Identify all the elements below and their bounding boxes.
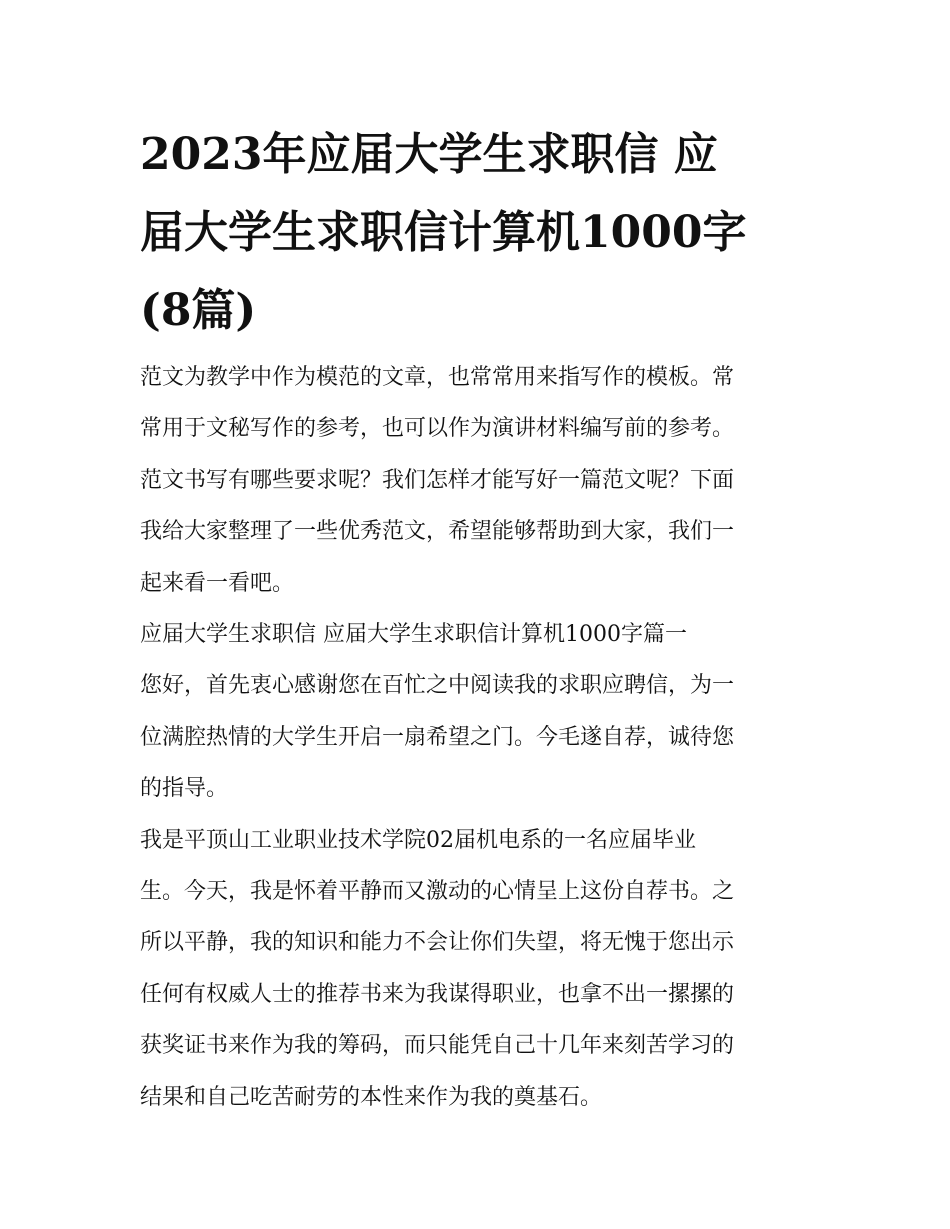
text-line: 位满腔热情的大学生开启一扇希望之门。今毛遂自荐，诚待您 [140,724,735,750]
text-line: 生。今天，我是怀着平静而又激动的心情呈上这份自荐书。之 [140,879,735,905]
intro-paragraph [140,352,815,609]
text-line: 的指导。 [140,776,229,802]
text-line: 常用于文秘写作的参考，也可以作为演讲材料编写前的参考。 [140,416,735,442]
self-introduction-paragraph [140,815,815,1123]
greeting-paragraph [140,660,815,814]
text-line: 范文为教学中作为模范的文章，也常常用来指写作的模板。常 [140,365,735,390]
text-line: 起来看一看吧。 [140,570,295,596]
title-line: (8篇) [140,285,257,336]
text-line: 应届大学生求职信 应届大学生求职信计算机1000字篇一 [140,622,687,648]
text-line: 任何有权威人士的推荐书来为我谋得职业，也拿不出一摞摞的 [140,981,735,1007]
text-line: 您好，首先衷心感谢您在百忙之中阅读我的求职应聘信，为一 [140,673,735,699]
text-line: 结果和自己吃苦耐劳的本性来作为我的奠基石。 [140,1084,603,1110]
section-heading [140,609,815,660]
text-line: 获奖证书来作为我的筹码，而只能凭自己十几年来刻苦学习的 [140,1033,735,1059]
title-line: 2023年应届大学生求职信 应 [140,129,718,180]
document-title [140,116,820,350]
text-line: 范文书写有哪些要求呢？我们怎样才能写好一篇范文呢？下面 [140,467,735,493]
title-line: 届大学生求职信计算机1000字 [140,207,747,258]
document-body [140,352,815,1123]
text-line: 我是平顶山工业职业技术学院02届机电系的一名应届毕业 [140,827,696,853]
text-line: 我给大家整理了一些优秀范文，希望能够帮助到大家，我们一 [140,519,735,545]
text-line: 所以平静，我的知识和能力不会让你们失望，将无愧于您出示 [140,930,735,956]
